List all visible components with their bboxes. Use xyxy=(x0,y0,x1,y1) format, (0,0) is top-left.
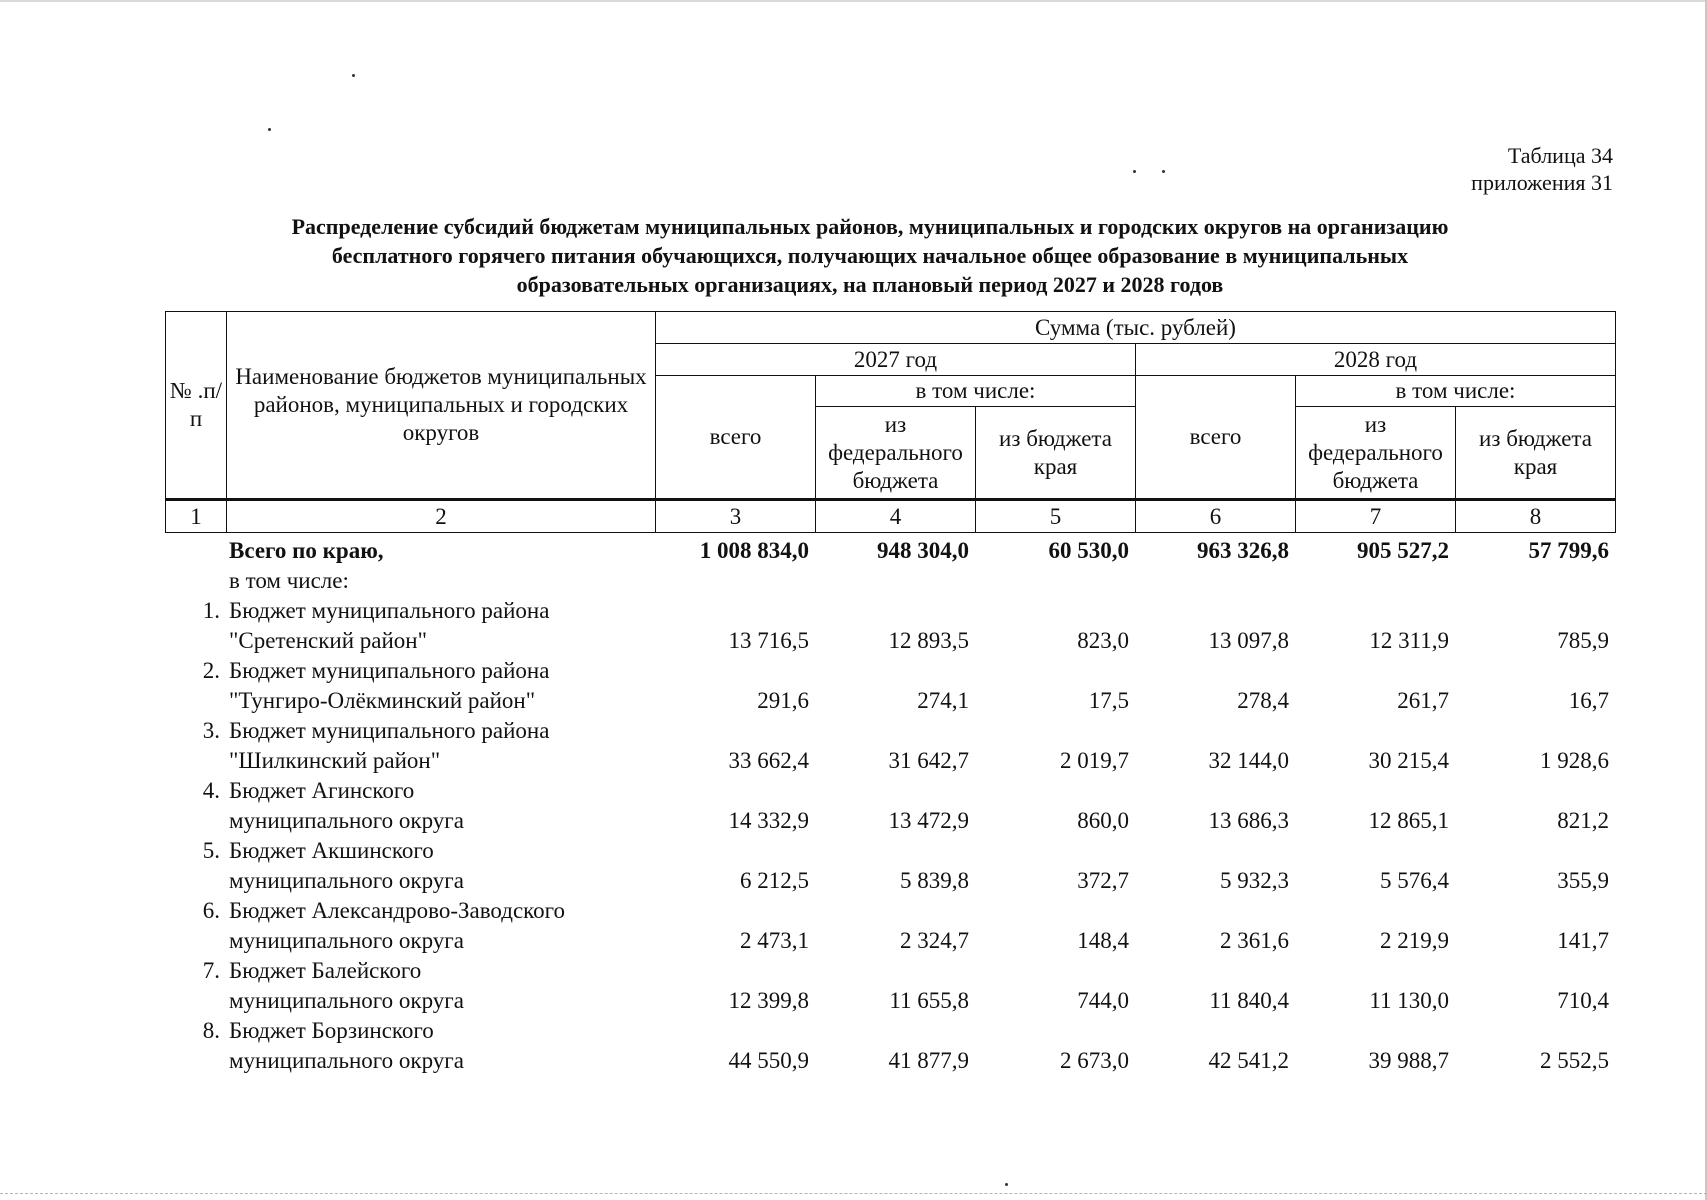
value-2028-regional: 785,9 xyxy=(1557,628,1609,653)
scan-speck xyxy=(1133,170,1136,173)
total-row xyxy=(165,536,1615,566)
budget-name-line-1: Бюджет Александрово-Заводского xyxy=(229,898,566,923)
scan-edge-bottom xyxy=(0,1193,1707,1194)
row-number: 5. xyxy=(202,838,220,863)
value-2027-regional: 2 019,7 xyxy=(1060,748,1129,773)
table-row xyxy=(165,896,1615,956)
row-number: 8. xyxy=(202,1018,220,1043)
scan-speck xyxy=(1005,1183,1008,1186)
table-row xyxy=(165,836,1615,896)
header-federal-2028: из федерального бюджета xyxy=(1296,407,1456,500)
value-2028-regional: 141,7 xyxy=(1557,928,1609,953)
value-2028-regional: 710,4 xyxy=(1557,988,1609,1013)
table-row xyxy=(165,596,1615,656)
header-year-2028: 2028 год xyxy=(1136,344,1616,376)
budget-name-line-2: муниципального округа xyxy=(229,928,464,953)
row-number: 1. xyxy=(202,598,220,623)
header-regional-2027: из бюджета края xyxy=(976,407,1136,500)
row-number: 6. xyxy=(202,898,220,923)
value-2027-regional: 744,0 xyxy=(1077,988,1129,1013)
scan-speck xyxy=(1162,170,1165,173)
table-row xyxy=(165,1016,1615,1076)
value-2027-federal: 13 472,9 xyxy=(888,808,969,833)
budget-name-line-1: Бюджет муниципального района xyxy=(229,658,550,683)
budget-name-line-1: Бюджет Акшинского xyxy=(229,838,434,863)
appendix-number: приложения 31 xyxy=(1471,170,1613,195)
budget-name-line-2: "Сретенский район" xyxy=(229,628,427,653)
value-2027-federal: 31 642,7 xyxy=(888,748,969,773)
value-2027-regional: 860,0 xyxy=(1077,808,1129,833)
column-number: 4 xyxy=(816,500,976,533)
total-value: 1 008 834,0 xyxy=(699,538,809,563)
value-2027-total: 13 716,5 xyxy=(728,628,809,653)
value-2028-federal: 12 311,9 xyxy=(1369,628,1449,653)
value-2028-total: 13 686,3 xyxy=(1208,808,1289,833)
value-2028-regional: 355,9 xyxy=(1557,868,1609,893)
document-title xyxy=(150,212,1590,299)
table-header xyxy=(165,311,1616,533)
value-2027-federal: 2 324,7 xyxy=(900,928,969,953)
value-2028-total: 278,4 xyxy=(1237,688,1289,713)
value-2028-regional: 1 928,6 xyxy=(1540,748,1609,773)
budget-name-line-2: "Тунгиро-Олёкминский район" xyxy=(229,688,536,713)
value-2028-regional: 16,7 xyxy=(1568,688,1609,713)
budget-name-line-1: Бюджет Борзинского xyxy=(229,1018,434,1043)
value-2027-total: 12 399,8 xyxy=(728,988,809,1013)
total-value: 963 326,8 xyxy=(1197,538,1289,563)
value-2027-regional: 17,5 xyxy=(1088,688,1129,713)
total-value: 60 530,0 xyxy=(1048,538,1129,563)
value-2027-total: 33 662,4 xyxy=(728,748,809,773)
table-number: Таблица 34 xyxy=(1507,143,1613,168)
budget-name-line-1: Бюджет муниципального района xyxy=(229,718,550,743)
value-2028-federal: 2 219,9 xyxy=(1380,928,1449,953)
row-number: 7. xyxy=(202,958,220,983)
scan-speck xyxy=(268,128,271,131)
column-number: 2 xyxy=(227,500,656,533)
budget-name-line-1: Бюджет Агинского xyxy=(229,778,415,803)
value-2028-total: 2 361,6 xyxy=(1220,928,1289,953)
budget-name-line-1: Бюджет муниципального района xyxy=(229,598,550,623)
header-federal-2027: из федерального бюджета xyxy=(816,407,976,500)
column-number: 1 xyxy=(166,500,227,533)
value-2027-federal: 12 893,5 xyxy=(888,628,969,653)
total-value: 948 304,0 xyxy=(877,538,969,563)
header-sum: Сумма (тыс. рублей) xyxy=(656,312,1616,344)
header-including-2028: в том числе: xyxy=(1296,376,1616,407)
total-label: Всего по краю, xyxy=(229,538,384,563)
including-label: в том числе: xyxy=(229,568,349,593)
column-number: 3 xyxy=(656,500,816,533)
value-2028-total: 42 541,2 xyxy=(1208,1048,1289,1073)
header-regional-2028: из бюджета края xyxy=(1456,407,1616,500)
value-2027-federal: 11 655,8 xyxy=(889,988,969,1013)
value-2028-regional: 2 552,5 xyxy=(1540,1048,1609,1073)
budget-name-line-2: муниципального округа xyxy=(229,1048,464,1073)
budget-name-line-2: "Шилкинский район" xyxy=(229,748,441,773)
column-number: 8 xyxy=(1456,500,1616,533)
header-total-2027: всего xyxy=(656,376,816,500)
total-value: 57 799,6 xyxy=(1528,538,1609,563)
value-2028-total: 32 144,0 xyxy=(1208,748,1289,773)
table-row xyxy=(165,656,1615,716)
value-2028-federal: 261,7 xyxy=(1397,688,1449,713)
column-number: 6 xyxy=(1136,500,1296,533)
value-2027-total: 2 473,1 xyxy=(740,928,809,953)
total-value: 905 527,2 xyxy=(1357,538,1449,563)
header-year-2027: 2027 год xyxy=(656,344,1136,376)
budget-name-line-2: муниципального округа xyxy=(229,868,464,893)
budget-name-line-2: муниципального округа xyxy=(229,808,464,833)
header-num: № .п/п xyxy=(166,312,227,500)
scan-edge-top xyxy=(0,0,1707,2)
table-row xyxy=(165,776,1615,836)
value-2027-total: 291,6 xyxy=(757,688,809,713)
value-2027-total: 44 550,9 xyxy=(728,1048,809,1073)
title-line-1: Распределение субсидий бюджетам муниципальных районов, муниципальных и городских округов на организацию xyxy=(291,214,1449,239)
value-2027-regional: 148,4 xyxy=(1077,928,1129,953)
header-total-2028: всего xyxy=(1136,376,1296,500)
value-2028-federal: 39 988,7 xyxy=(1368,1048,1449,1073)
row-number: 3. xyxy=(202,718,220,743)
row-number: 2. xyxy=(202,658,220,683)
value-2027-total: 6 212,5 xyxy=(740,868,809,893)
budget-name-line-1: Бюджет Балейского xyxy=(229,958,422,983)
table-row xyxy=(165,956,1615,1016)
header-including-2027: в том числе: xyxy=(816,376,1136,407)
value-2028-federal: 5 576,4 xyxy=(1380,868,1449,893)
table-row xyxy=(165,716,1615,776)
value-2028-total: 11 840,4 xyxy=(1209,988,1289,1013)
budget-entries xyxy=(165,596,1615,1076)
column-number: 5 xyxy=(976,500,1136,533)
value-2028-total: 5 932,3 xyxy=(1220,868,1289,893)
table-reference xyxy=(1471,142,1613,196)
value-2028-federal: 11 130,0 xyxy=(1369,988,1449,1013)
table-body xyxy=(165,536,1615,1076)
header-budget-name: Наименование бюджетов муниципальных районов, муниципальных и городских округов xyxy=(227,312,656,500)
value-2028-federal: 12 865,1 xyxy=(1368,808,1449,833)
value-2027-federal: 41 877,9 xyxy=(888,1048,969,1073)
value-2028-total: 13 097,8 xyxy=(1208,628,1289,653)
value-2027-regional: 823,0 xyxy=(1077,628,1129,653)
value-2027-regional: 2 673,0 xyxy=(1060,1048,1129,1073)
value-2027-regional: 372,7 xyxy=(1077,868,1129,893)
value-2028-federal: 30 215,4 xyxy=(1368,748,1449,773)
value-2027-federal: 274,1 xyxy=(917,688,969,713)
budget-name-line-2: муниципального округа xyxy=(229,988,464,1013)
including-row xyxy=(165,566,1615,596)
column-number: 7 xyxy=(1296,500,1456,533)
row-number: 4. xyxy=(202,778,220,803)
value-2027-federal: 5 839,8 xyxy=(900,868,969,893)
title-line-3: образовательных организациях, на плановый период 2027 и 2028 годов xyxy=(516,272,1224,297)
scan-speck xyxy=(352,74,355,77)
title-line-2: бесплатного горячего питания обучающихся, получающих начальное общее образование в муниципальных xyxy=(331,243,1409,268)
value-2027-total: 14 332,9 xyxy=(728,808,809,833)
value-2028-regional: 821,2 xyxy=(1557,808,1609,833)
